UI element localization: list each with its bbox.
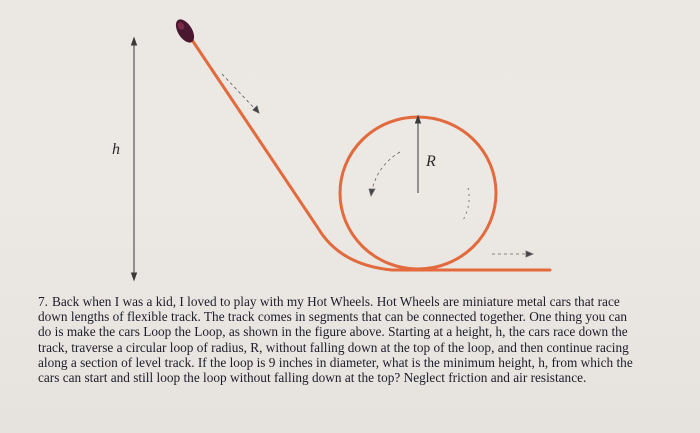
radius-label: R [426,153,436,170]
loop-direction-arrow [369,152,469,222]
problem-number: 7. [38,294,48,309]
track-incline [180,22,550,270]
exit-direction-arrow [492,251,533,257]
radius-arrow [416,116,421,193]
problem-statement [38,294,638,385]
height-label: h [112,141,120,158]
problem-text: Back when I was a kid, I loved to play with my Hot Wheels. Hot Wheels are miniature metal cars that race down lengths of flexible track. The track comes in segments that can be connected together. One thing you can do is make the cars Loop the Loop, as shown in the figure above. Starting at a height, h, the cars race down the track, traverse a circular loop of radius, R, without falling down at the top of the loop, and then continue racing along a section of level track. If the loop is 9 inches in diameter, what is the minimum height, h, from which the cars can start and still loop the loop without falling down at the top? Neglect friction and air resistance. [38,294,633,386]
height-arrow [132,38,137,280]
